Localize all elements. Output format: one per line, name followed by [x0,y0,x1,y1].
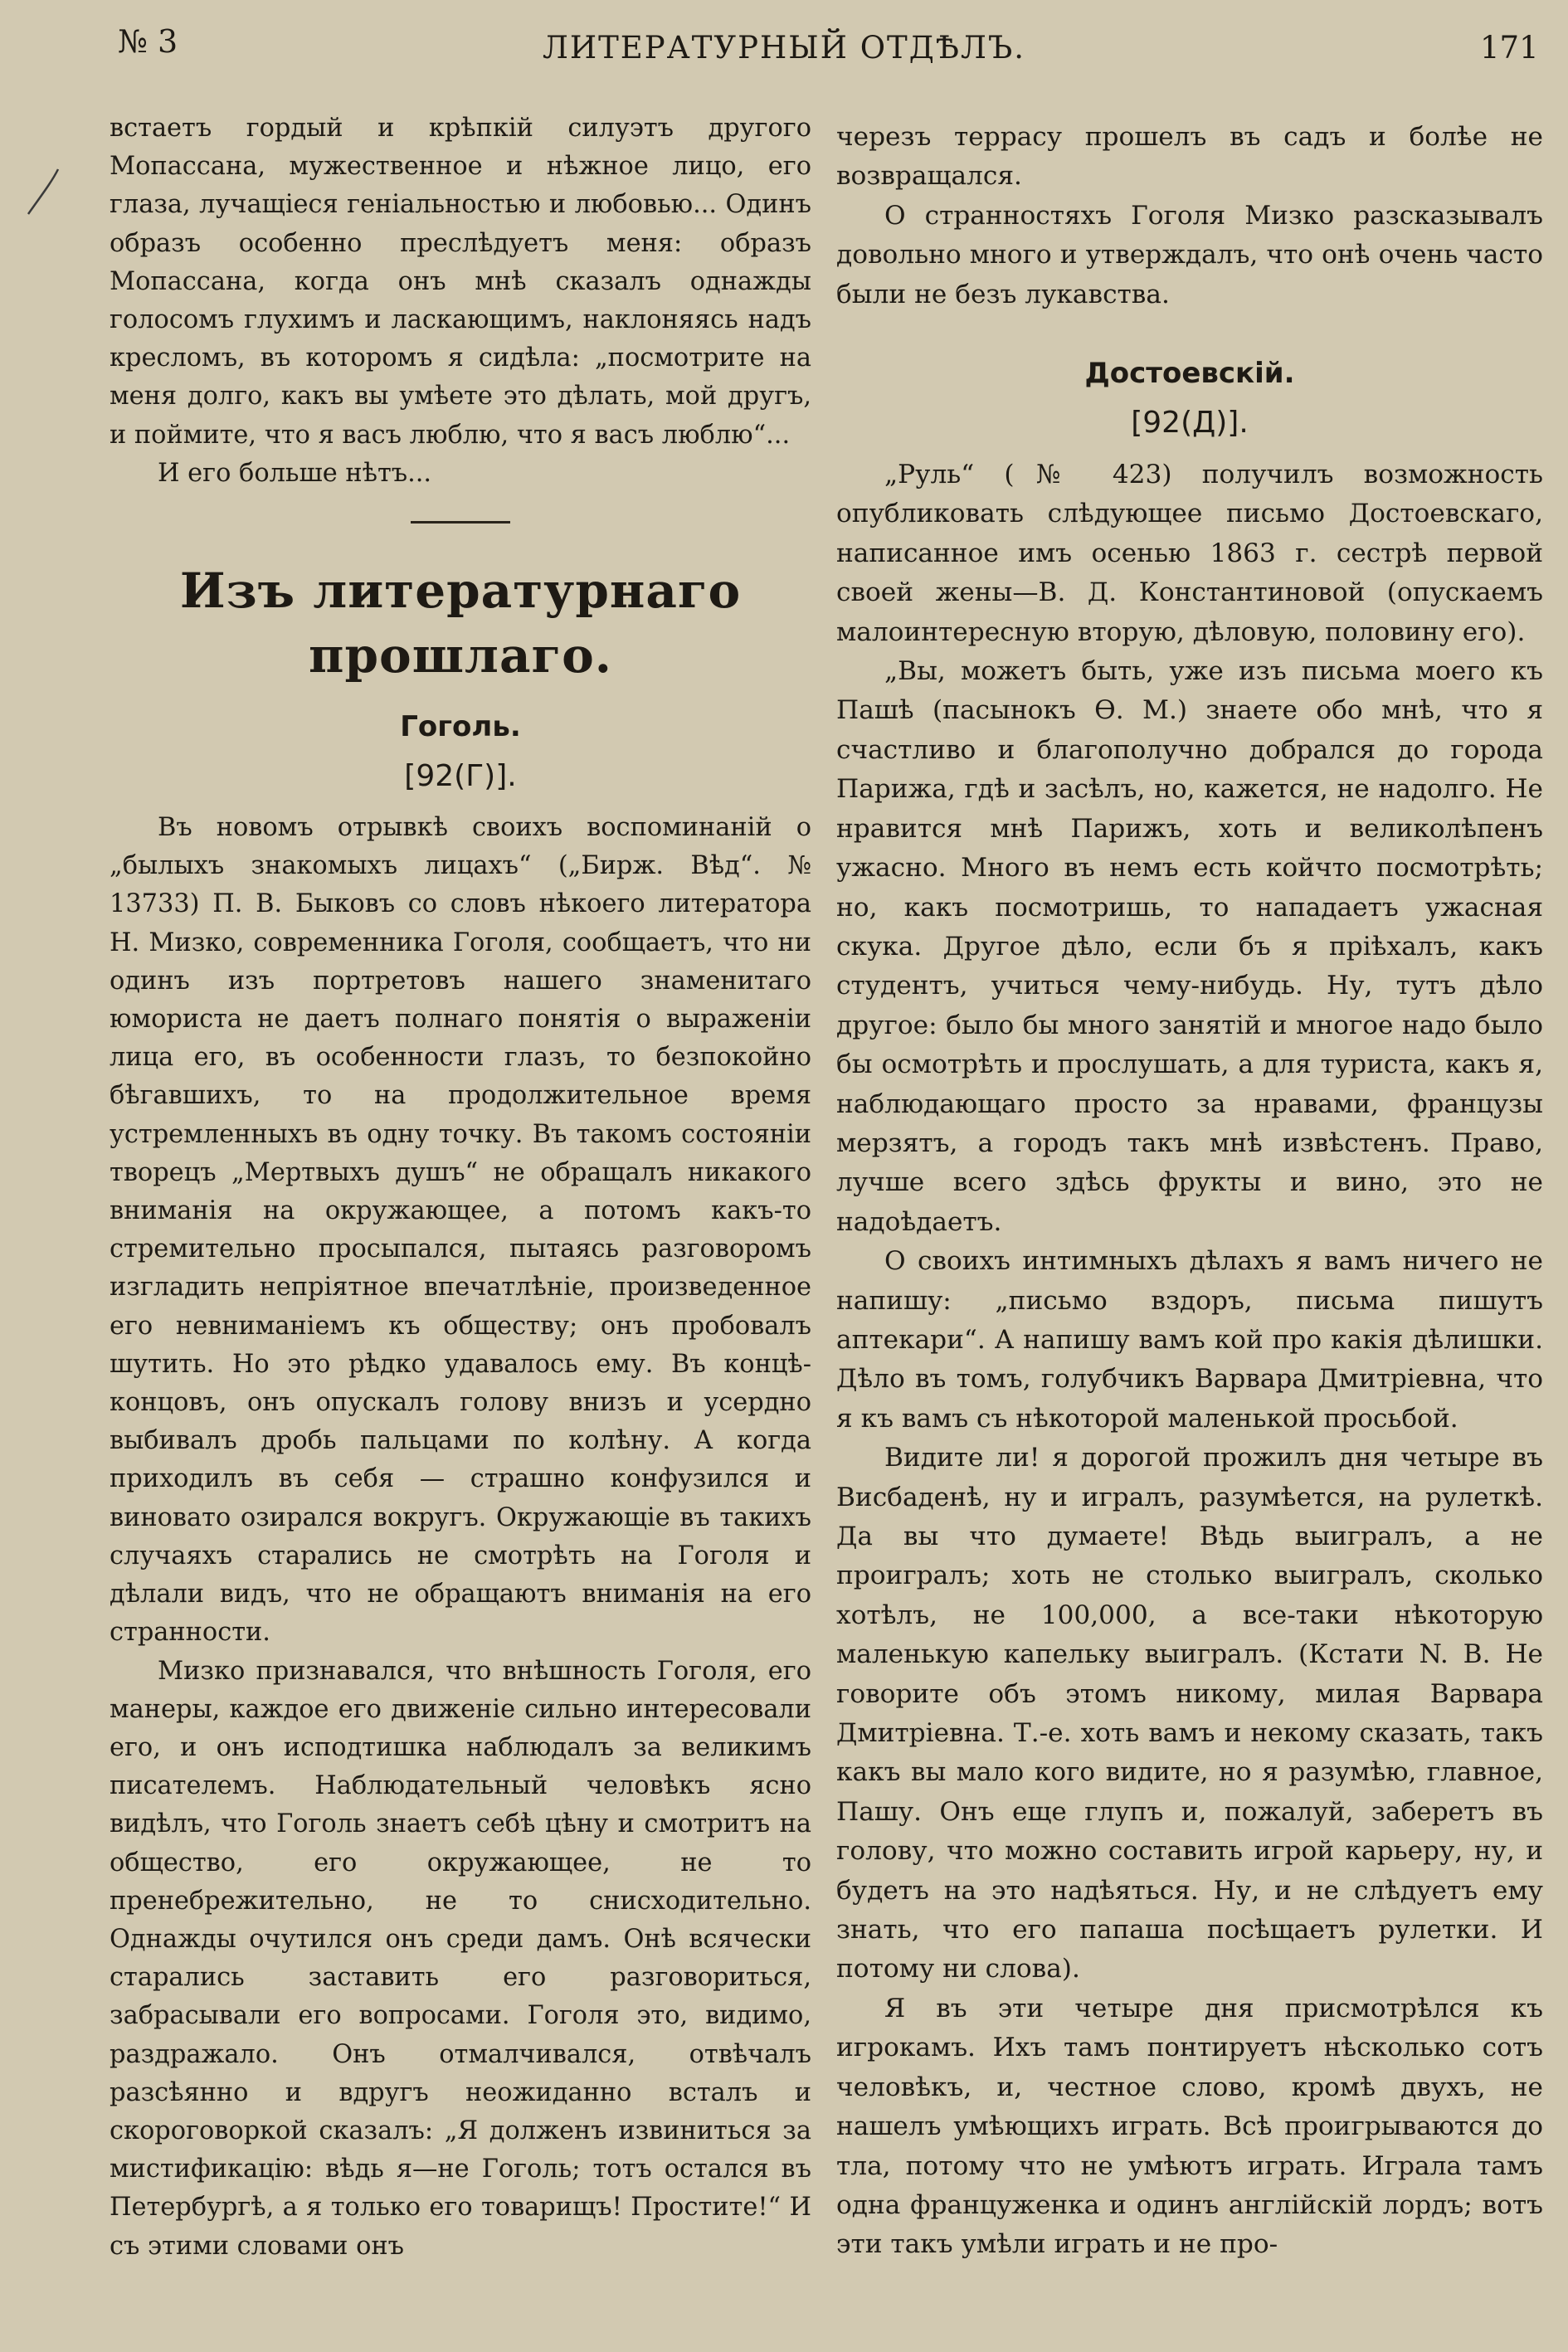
gogol-continuation: черезъ террасу прошелъ въ садъ и болѣе не возвращался. [836,122,1543,192]
gogol-paragraph-1: Въ новомъ отрывкѣ своихъ воспоминаній о „былыхъ знакомыхъ лицахъ“ („Бирж. Вѣд“. № 13733) П. В. Быковъ со словъ нѣкоего литератора Н. Мизко, современника Гоголя, сообщаетъ, что ни одинъ изъ портретовъ нашего знаменитаго юмориста не даетъ полнаго понятія о выраженіи лица его, въ особенности глазъ, то безпокойно бѣгавшихъ, то на продолжительное время устремленныхъ въ одну точку. Въ такомъ состояніи творецъ „Мертвыхъ душъ“ не обращалъ никакого вниманія на окружающее, а потомъ какъ-то стремительно просыпался, пытаясь разговоромъ изгладить непріятное впечатлѣніе, произведенное его невниманіемъ къ обществу; онъ пробовалъ шутить. Но это рѣдко удавалось ему. Въ концѣ-концовъ, онъ опускалъ голову внизъ и усердно выбивалъ дробь пальцами по колѣну. А когда приходилъ въ себя — страшно конфузился и виновато озирался вокругъ. Окружающіе въ такихъ случаяхъ старались не смотрѣть на Гоголя и дѣлали видъ, что не обращаютъ вниманія на его странности. [110,813,811,1648]
gogol-final-paragraph: О странностяхъ Гоголя Мизко разсказывалъ довольно много и утверждалъ, что онѣ очень часто были не безъ лукавства. [836,200,1543,309]
mopassan-ending: встаетъ гордый и крѣпкій силуэтъ другого Мопассана, мужественное и нѣжное лицо, его глаза, лучащіеся геніальностью и любовью... Одинъ образъ особенно преслѣдуетъ меня: образъ Мопассана, когда онъ мнѣ сказалъ однажды голосомъ глухимъ и ласкающимъ, наклоняясь надъ кресломъ, въ которомъ я сидѣла: „посмотрите на меня долго, какъ вы умѣете это дѣлать, мой другъ, и поймите, что я васъ люблю, что я васъ люблю“... [110,114,811,450]
right-column [836,118,1543,2265]
dostoevsky-paragraph-4: Видите ли! я дорогой прожилъ дня четыре въ Висбаденѣ, ну и игралъ, разумѣется, на рулеткѣ. Да вы что думаете! Вѣдь выигралъ, а не проигралъ; хоть не столько выигралъ, сколько хотѣлъ, не 100,000, а все-таки нѣкоторую маленькую капельку выигралъ. (Кстати N. B. Не говорите объ этомъ никому, милая Варвара Дмитріевна. Т.-е. хоть вамъ и некому сказать, такъ какъ вы мало кого видите, но я разумѣю, главное, Пашу. Онъ еще глупъ и, пожалуй, заберетъ въ голову, что можно составить игрой карьеру, ну, и будетъ на это надѣяться. Ну, и не слѣдуетъ ему знать, что его папаша посѣщаетъ рулетки. И потому ни слова). [836,1443,1543,1984]
dostoevsky-subtitle: Достоевскій. [1084,357,1295,391]
dostoevsky-paragraph-1: „Руль“ (№ 423) получилъ возможность опубликовать слѣдующее письмо Достоевскаго, написанное имъ осенью 1863 г. сестрѣ первой своей жены—В. Д. Константиновой (опускаемъ малоинтересную вторую, дѣловую, половину его). [836,460,1543,647]
issue-number: № 3 [118,23,178,60]
gogol-ref: [92(Г)]. [404,759,517,794]
page-number: 171 [1480,30,1539,66]
left-column [110,110,811,2266]
section-divider [411,521,510,523]
mopassan-closing-line: И его больше нѣтъ... [158,458,432,488]
pencil-mark [15,163,73,221]
gogol-paragraph-2: Мизко признавался, что внѣшность Гоголя, его манеры, каждое его движеніе сильно интересовали его, и онъ исподтишка наблюдалъ за великимъ писателемъ. Наблюдательный человѣкъ ясно видѣлъ, что Гоголь знаетъ себѣ цѣну и смотритъ на общество, его окружающее, не то пренебрежительно, не то снисходительно. Однажды очутился онъ среди дамъ. Онѣ всячески старались заставить его разговориться, забрасывали его вопросами. Гоголя это, видимо, раздражало. Онъ отмалчивался, отвѣчалъ разсѣянно и вдругъ неожиданно всталъ и скороговоркой сказалъ: „Я долженъ извиниться за мистификацію: вѣдь я—не Гоголь; тотъ остался въ Петербургѣ, а я только его товарищъ! Простите!“ И съ этими словами онъ [110,1656,811,2261]
dostoevsky-paragraph-3: О своихъ интимныхъ дѣлахъ я вамъ ничего не напишу: „письмо вздоръ, письма пишутъ аптекари“. А напишу вамъ кой про какія дѣлишки. Дѣло въ томъ, голубчикъ Варвара Дмитріевна, что я къ вамъ съ нѣкоторой маленькой просьбой. [836,1246,1543,1434]
section-title: ЛИТЕРАТУРНЫЙ ОТДѢЛЪ. [542,30,1026,66]
dostoevsky-paragraph-5: Я въ эти четыре дня присмотрѣлся къ игрокамъ. Ихъ тамъ понтируетъ нѣсколько сотъ человѣкъ, и, честное слово, кромѣ двухъ, не нашелъ умѣющихъ играть. Всѣ проигрываются до тла, потому что не умѣютъ играть. Играла тамъ одна француженка и одинъ англійскій лордъ; вотъ эти такъ умѣли играть и не про- [836,1993,1543,2260]
running-header [0,18,1568,68]
article-title: Изъ литературнаго прошлаго. [179,562,742,684]
gogol-subtitle: Гоголь. [400,710,521,744]
dostoevsky-paragraph-2: „Вы, можетъ быть, уже изъ письма моего къ Пашѣ (пасынокъ Ѳ. М.) знаете обо мнѣ, что я счастливо и благополучно добрался до города Парижа, гдѣ и засѣлъ, но, кажется, не надолго. Не нравится мнѣ Парижъ, хоть и великолѣпенъ ужасно. Много въ немъ есть койчто посмотрѣть; но, какъ посмотришь, то нападаетъ ужасная скука. Другое дѣло, если бъ я пріѣхалъ, какъ студентъ, учиться чему-нибудь. Ну, тутъ дѣло другое: было бы много занятій и многое надо было бы осмотрѣть и прослушать, а для туриста, какъ я, наблюдающаго просто за нравами, французы мерзятъ, а городъ такъ мнѣ извѣстенъ. Право, лучше всего здѣсь фрукты и вино, это не надоѣдаетъ. [836,656,1543,1237]
dostoevsky-ref: [92(Д)]. [1131,406,1249,441]
